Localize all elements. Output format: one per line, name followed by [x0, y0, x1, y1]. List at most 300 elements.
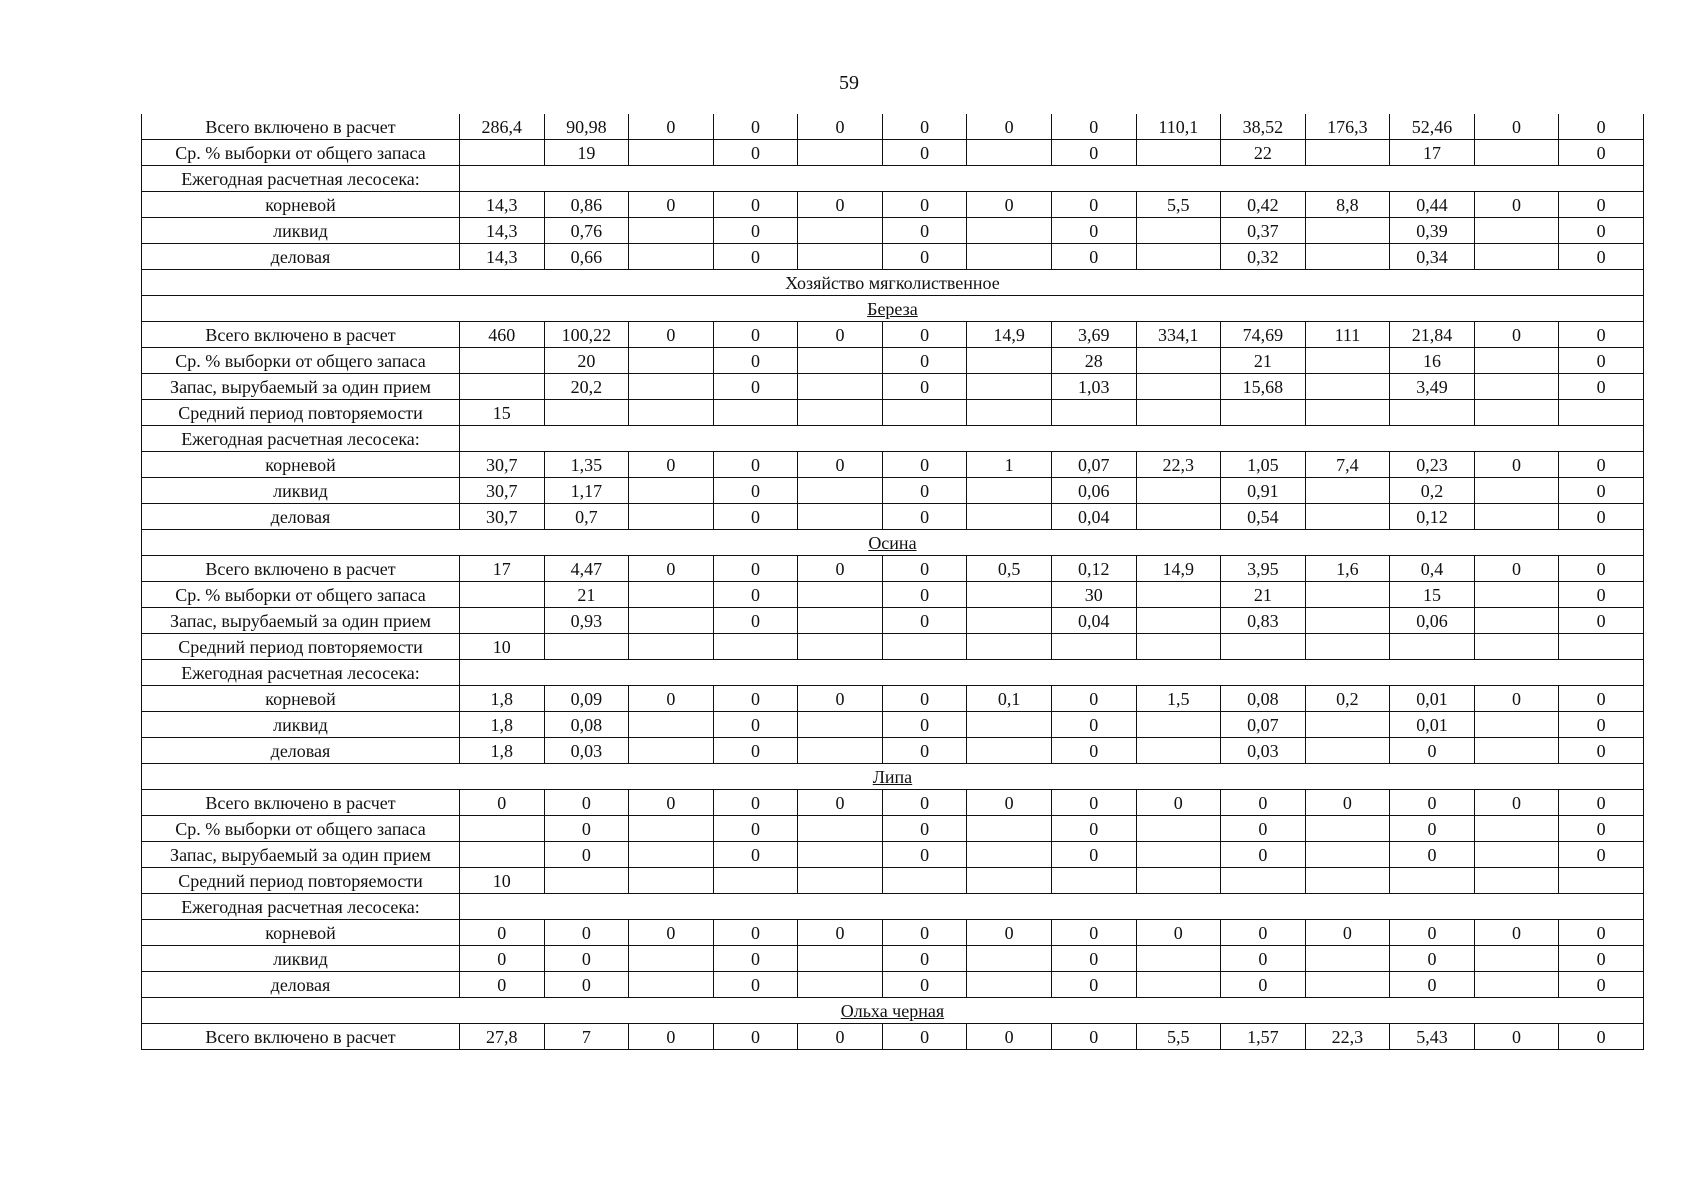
table-row — [142, 712, 1644, 738]
row-label: ликвид — [142, 712, 460, 738]
table-cell: 17 — [460, 556, 545, 582]
table-cell: 0 — [713, 946, 798, 972]
table-cell: 21,84 — [1390, 322, 1475, 348]
table-cell: 10 — [460, 868, 545, 894]
table-cell: 0 — [544, 920, 629, 946]
table-cell — [798, 972, 883, 998]
row-label: Ежегодная расчетная лесосека: — [142, 426, 460, 452]
table-cell — [967, 946, 1052, 972]
table-row — [142, 634, 1644, 660]
table-cell — [1390, 634, 1475, 660]
table-cell — [713, 868, 798, 894]
table-cell — [1136, 582, 1221, 608]
table-cell: 0,23 — [1390, 452, 1475, 478]
table-cell — [967, 712, 1052, 738]
table-cell: 0 — [1559, 842, 1644, 868]
table-cell: 0 — [713, 842, 798, 868]
row-label: Ср. % выборки от общего запаса — [142, 816, 460, 842]
table-cell: 1,17 — [544, 478, 629, 504]
table-cell: 0 — [882, 738, 967, 764]
table-cell — [798, 738, 883, 764]
table-cell: 0 — [1474, 452, 1559, 478]
table-cell: 0 — [713, 608, 798, 634]
table-cell — [1305, 868, 1390, 894]
table-cell: 111 — [1305, 322, 1390, 348]
table-cell: 0 — [882, 582, 967, 608]
table-cell: 15 — [1390, 582, 1475, 608]
table-cell: 0 — [967, 192, 1052, 218]
table-cell: 0,37 — [1221, 218, 1306, 244]
section-title — [142, 998, 1644, 1024]
table-cell: 1,8 — [460, 712, 545, 738]
table-cell — [629, 972, 714, 998]
table-cell: 0 — [1474, 686, 1559, 712]
table-cell: 0 — [882, 842, 967, 868]
table-cell: 0,04 — [1051, 608, 1136, 634]
table-row — [142, 920, 1644, 946]
table-cell: 0 — [882, 322, 967, 348]
table-cell — [1136, 946, 1221, 972]
table-cell: 0 — [1559, 478, 1644, 504]
table-cell: 0,04 — [1051, 504, 1136, 530]
table-cell: 0 — [1051, 192, 1136, 218]
table-cell — [629, 842, 714, 868]
table-cell: 0 — [882, 478, 967, 504]
table-cell: 15 — [460, 400, 545, 426]
table-cell: 0 — [882, 218, 967, 244]
table-cell — [713, 634, 798, 660]
table-cell — [1474, 400, 1559, 426]
table-cell — [1474, 140, 1559, 166]
table-cell: 21 — [1221, 348, 1306, 374]
table-cell: 0 — [1051, 140, 1136, 166]
row-label: Ср. % выборки от общего запаса — [142, 582, 460, 608]
table-cell: 0 — [1559, 582, 1644, 608]
table-cell — [629, 608, 714, 634]
table-cell — [460, 842, 545, 868]
section-title-text: Ольха черная — [840, 1000, 945, 1021]
table-cell — [967, 634, 1052, 660]
table-cell: 0 — [967, 114, 1052, 140]
table-row — [142, 270, 1644, 296]
table-cell — [967, 504, 1052, 530]
table-cell: 0,86 — [544, 192, 629, 218]
table-row — [142, 296, 1644, 322]
table-row — [142, 1024, 1644, 1050]
table-cell — [1474, 634, 1559, 660]
table-cell: 0 — [798, 686, 883, 712]
table-cell — [798, 842, 883, 868]
table-cell — [629, 738, 714, 764]
table-cell: 286,4 — [460, 114, 545, 140]
table-cell: 0 — [1305, 790, 1390, 816]
table-cell — [1136, 842, 1221, 868]
row-label: ликвид — [142, 218, 460, 244]
table-cell: 0 — [1051, 712, 1136, 738]
table-cell: 0 — [629, 452, 714, 478]
table-cell — [1221, 400, 1306, 426]
table-cell: 1,03 — [1051, 374, 1136, 400]
table-cell — [1305, 634, 1390, 660]
table-row — [142, 400, 1644, 426]
table-cell — [629, 348, 714, 374]
table-cell: 0 — [1474, 322, 1559, 348]
row-label: корневой — [142, 192, 460, 218]
table-row — [142, 894, 1644, 920]
table-cell: 0,03 — [1221, 738, 1306, 764]
table-cell: 0,01 — [1390, 712, 1475, 738]
table-cell — [1474, 946, 1559, 972]
row-label: Ср. % выборки от общего запаса — [142, 348, 460, 374]
table-cell: 0,07 — [1051, 452, 1136, 478]
row-label: Всего включено в расчет — [142, 790, 460, 816]
row-label: Всего включено в расчет — [142, 322, 460, 348]
table-cell: 0 — [713, 504, 798, 530]
table-cell: 0 — [1136, 920, 1221, 946]
table-cell — [1136, 868, 1221, 894]
table-cell — [629, 634, 714, 660]
table-cell — [798, 140, 883, 166]
section-title — [142, 764, 1644, 790]
table-cell — [1136, 218, 1221, 244]
row-label: Средний период повторяемости — [142, 400, 460, 426]
table-cell — [798, 946, 883, 972]
table-cell: 0 — [1559, 556, 1644, 582]
table-cell: 460 — [460, 322, 545, 348]
table-cell: 0 — [1136, 790, 1221, 816]
table-cell: 0 — [1390, 738, 1475, 764]
table-row — [142, 764, 1644, 790]
table-cell: 5,5 — [1136, 1024, 1221, 1050]
table-cell — [1305, 582, 1390, 608]
table-cell: 0 — [882, 556, 967, 582]
table-cell: 0 — [544, 790, 629, 816]
table-cell: 1,05 — [1221, 452, 1306, 478]
table-cell: 0 — [882, 972, 967, 998]
table-cell: 28 — [1051, 348, 1136, 374]
table-cell — [629, 244, 714, 270]
table-cell — [1474, 972, 1559, 998]
table-cell: 0 — [1559, 946, 1644, 972]
table-cell: 3,49 — [1390, 374, 1475, 400]
table-cell: 22,3 — [1305, 1024, 1390, 1050]
table-row — [142, 166, 1644, 192]
table-cell: 0 — [629, 556, 714, 582]
section-title — [142, 530, 1644, 556]
table-cell — [882, 400, 967, 426]
table-cell: 1,8 — [460, 686, 545, 712]
table-cell: 0 — [1051, 244, 1136, 270]
table-cell: 0 — [882, 1024, 967, 1050]
table-row — [142, 608, 1644, 634]
table-cell: 0 — [713, 322, 798, 348]
table-cell: 0,01 — [1390, 686, 1475, 712]
table-cell — [460, 582, 545, 608]
table-cell — [967, 244, 1052, 270]
table-cell — [1051, 634, 1136, 660]
table-cell: 0,34 — [1390, 244, 1475, 270]
table-cell — [798, 244, 883, 270]
table-cell: 3,69 — [1051, 322, 1136, 348]
table-cell — [1305, 816, 1390, 842]
row-label: корневой — [142, 686, 460, 712]
table-cell: 0 — [882, 686, 967, 712]
table-cell: 0,42 — [1221, 192, 1306, 218]
table-cell — [1136, 738, 1221, 764]
table-cell — [1390, 868, 1475, 894]
table-cell: 0 — [1051, 686, 1136, 712]
table-cell: 0 — [1559, 738, 1644, 764]
table-cell — [1305, 400, 1390, 426]
table-cell: 0 — [1051, 114, 1136, 140]
table-cell: 0 — [629, 920, 714, 946]
table-row — [142, 530, 1644, 556]
table-cell: 0 — [629, 790, 714, 816]
table-cell: 0 — [629, 1024, 714, 1050]
section-title-text: Осина — [868, 532, 917, 553]
table-row — [142, 582, 1644, 608]
table-cell: 0 — [1559, 218, 1644, 244]
table-cell — [1305, 504, 1390, 530]
table-cell: 52,46 — [1390, 114, 1475, 140]
table-cell: 0,2 — [1390, 478, 1475, 504]
table-cell — [629, 712, 714, 738]
table-cell — [1559, 634, 1644, 660]
table-row — [142, 972, 1644, 998]
table-cell: 0,93 — [544, 608, 629, 634]
table-cell — [1474, 712, 1559, 738]
table-row — [142, 192, 1644, 218]
table-cell — [1305, 946, 1390, 972]
table-cell: 0 — [713, 686, 798, 712]
table-row — [142, 140, 1644, 166]
table-cell — [1305, 608, 1390, 634]
row-label: Запас, вырубаемый за один прием — [142, 374, 460, 400]
table-cell: 0 — [882, 374, 967, 400]
table-cell — [967, 608, 1052, 634]
table-cell: 0 — [1559, 686, 1644, 712]
empty-cell — [460, 426, 1644, 452]
table-cell: 0 — [713, 244, 798, 270]
table-cell — [1474, 504, 1559, 530]
table-cell — [1136, 608, 1221, 634]
table-cell — [798, 348, 883, 374]
table-cell: 1,57 — [1221, 1024, 1306, 1050]
table-cell: 0 — [1221, 816, 1306, 842]
table-cell: 10 — [460, 634, 545, 660]
table-cell: 0 — [798, 920, 883, 946]
table-cell: 30,7 — [460, 452, 545, 478]
table-cell: 0 — [1221, 972, 1306, 998]
table-cell: 0 — [798, 556, 883, 582]
table-cell: 7 — [544, 1024, 629, 1050]
table-cell — [1474, 582, 1559, 608]
table-cell: 0 — [544, 972, 629, 998]
table-cell: 17 — [1390, 140, 1475, 166]
row-label: Средний период повторяемости — [142, 868, 460, 894]
table-cell — [1474, 816, 1559, 842]
table-cell — [1305, 738, 1390, 764]
table-cell: 0,32 — [1221, 244, 1306, 270]
table-cell: 0 — [1051, 218, 1136, 244]
table-cell: 0 — [1559, 608, 1644, 634]
table-cell — [967, 140, 1052, 166]
table-cell — [713, 400, 798, 426]
table-cell: 0,4 — [1390, 556, 1475, 582]
table-cell: 0 — [1559, 790, 1644, 816]
table-cell — [629, 816, 714, 842]
table-cell: 4,47 — [544, 556, 629, 582]
row-label: Средний период повторяемости — [142, 634, 460, 660]
table-cell — [1305, 972, 1390, 998]
table-cell: 20 — [544, 348, 629, 374]
table-cell — [798, 712, 883, 738]
table-cell: 27,8 — [460, 1024, 545, 1050]
table-cell: 0,7 — [544, 504, 629, 530]
table-row — [142, 374, 1644, 400]
table-cell — [1136, 504, 1221, 530]
table-cell: 30,7 — [460, 504, 545, 530]
table-cell: 1 — [967, 452, 1052, 478]
table-cell — [967, 400, 1052, 426]
table-cell: 0,54 — [1221, 504, 1306, 530]
table-cell — [629, 374, 714, 400]
table-cell — [882, 634, 967, 660]
table-cell: 0 — [1559, 712, 1644, 738]
table-cell: 0 — [1051, 790, 1136, 816]
table-cell: 0 — [1559, 140, 1644, 166]
row-label: корневой — [142, 452, 460, 478]
row-label: деловая — [142, 504, 460, 530]
table-cell: 0 — [629, 192, 714, 218]
table-row — [142, 244, 1644, 270]
table-cell: 0,76 — [544, 218, 629, 244]
table-row — [142, 998, 1644, 1024]
table-cell: 22 — [1221, 140, 1306, 166]
table-cell: 0 — [1390, 946, 1475, 972]
table-cell — [1305, 712, 1390, 738]
table-cell: 0 — [1559, 816, 1644, 842]
table-cell — [967, 582, 1052, 608]
table-cell — [1559, 400, 1644, 426]
table-cell: 0 — [1221, 920, 1306, 946]
table-cell: 0 — [882, 504, 967, 530]
table-cell: 0 — [967, 790, 1052, 816]
table-cell: 110,1 — [1136, 114, 1221, 140]
table-cell: 0,09 — [544, 686, 629, 712]
row-label: корневой — [142, 920, 460, 946]
table-cell: 7,4 — [1305, 452, 1390, 478]
table-cell — [967, 972, 1052, 998]
table-row — [142, 842, 1644, 868]
table-cell: 0 — [1474, 556, 1559, 582]
table-cell: 0 — [713, 556, 798, 582]
table-cell — [1136, 972, 1221, 998]
table-cell: 1,8 — [460, 738, 545, 764]
table-cell — [460, 816, 545, 842]
table-cell — [460, 140, 545, 166]
row-label: Ср. % выборки от общего запаса — [142, 140, 460, 166]
table-cell: 0 — [544, 842, 629, 868]
table-cell: 0 — [1051, 1024, 1136, 1050]
section-title-text: Хозяйство мягколиственное — [785, 272, 1000, 293]
table-cell: 0 — [713, 374, 798, 400]
table-cell: 176,3 — [1305, 114, 1390, 140]
table-cell: 0,39 — [1390, 218, 1475, 244]
table-cell: 0 — [713, 712, 798, 738]
table-cell — [1136, 244, 1221, 270]
table-cell: 0 — [713, 738, 798, 764]
table-row — [142, 452, 1644, 478]
table-cell: 0 — [713, 348, 798, 374]
table-cell — [1221, 634, 1306, 660]
table-cell — [1474, 842, 1559, 868]
table-cell: 3,95 — [1221, 556, 1306, 582]
table-cell — [1305, 478, 1390, 504]
table-cell — [629, 504, 714, 530]
table-cell — [1305, 842, 1390, 868]
forest-cutting-table — [141, 114, 1644, 1050]
empty-cell — [460, 660, 1644, 686]
table-cell: 90,98 — [544, 114, 629, 140]
table-cell: 0 — [882, 192, 967, 218]
table-cell: 0 — [1474, 1024, 1559, 1050]
table-cell: 14,9 — [1136, 556, 1221, 582]
table-row — [142, 816, 1644, 842]
table-cell: 0 — [1051, 842, 1136, 868]
table-cell — [1474, 218, 1559, 244]
table-row — [142, 348, 1644, 374]
table-row — [142, 660, 1644, 686]
table-cell: 21 — [1221, 582, 1306, 608]
table-cell: 0,08 — [544, 712, 629, 738]
table-cell — [798, 218, 883, 244]
table-cell: 0 — [1559, 192, 1644, 218]
table-cell: 0 — [798, 1024, 883, 1050]
table-cell — [798, 634, 883, 660]
table-cell: 14,9 — [967, 322, 1052, 348]
table-cell — [629, 868, 714, 894]
section-title-text: Береза — [867, 298, 918, 319]
table-cell: 0 — [882, 452, 967, 478]
table-cell: 1,35 — [544, 452, 629, 478]
table-cell: 0 — [1390, 816, 1475, 842]
table-cell — [967, 738, 1052, 764]
page-number: 59 — [839, 72, 859, 94]
table-cell: 19 — [544, 140, 629, 166]
table-cell: 0 — [629, 322, 714, 348]
table-cell — [544, 634, 629, 660]
table-cell: 0,83 — [1221, 608, 1306, 634]
table-cell: 0,12 — [1390, 504, 1475, 530]
table-cell — [967, 374, 1052, 400]
table-row — [142, 790, 1644, 816]
table-cell — [1136, 816, 1221, 842]
table-cell: 0,66 — [544, 244, 629, 270]
table-cell — [629, 140, 714, 166]
table-cell — [1136, 634, 1221, 660]
row-label: Всего включено в расчет — [142, 556, 460, 582]
table-cell — [1051, 868, 1136, 894]
table-cell: 15,68 — [1221, 374, 1306, 400]
table-cell: 0 — [882, 140, 967, 166]
row-label: ликвид — [142, 946, 460, 972]
table-cell: 0 — [1559, 244, 1644, 270]
row-label: деловая — [142, 244, 460, 270]
table-cell: 0 — [798, 790, 883, 816]
table-cell — [967, 816, 1052, 842]
table-cell: 0 — [1305, 920, 1390, 946]
